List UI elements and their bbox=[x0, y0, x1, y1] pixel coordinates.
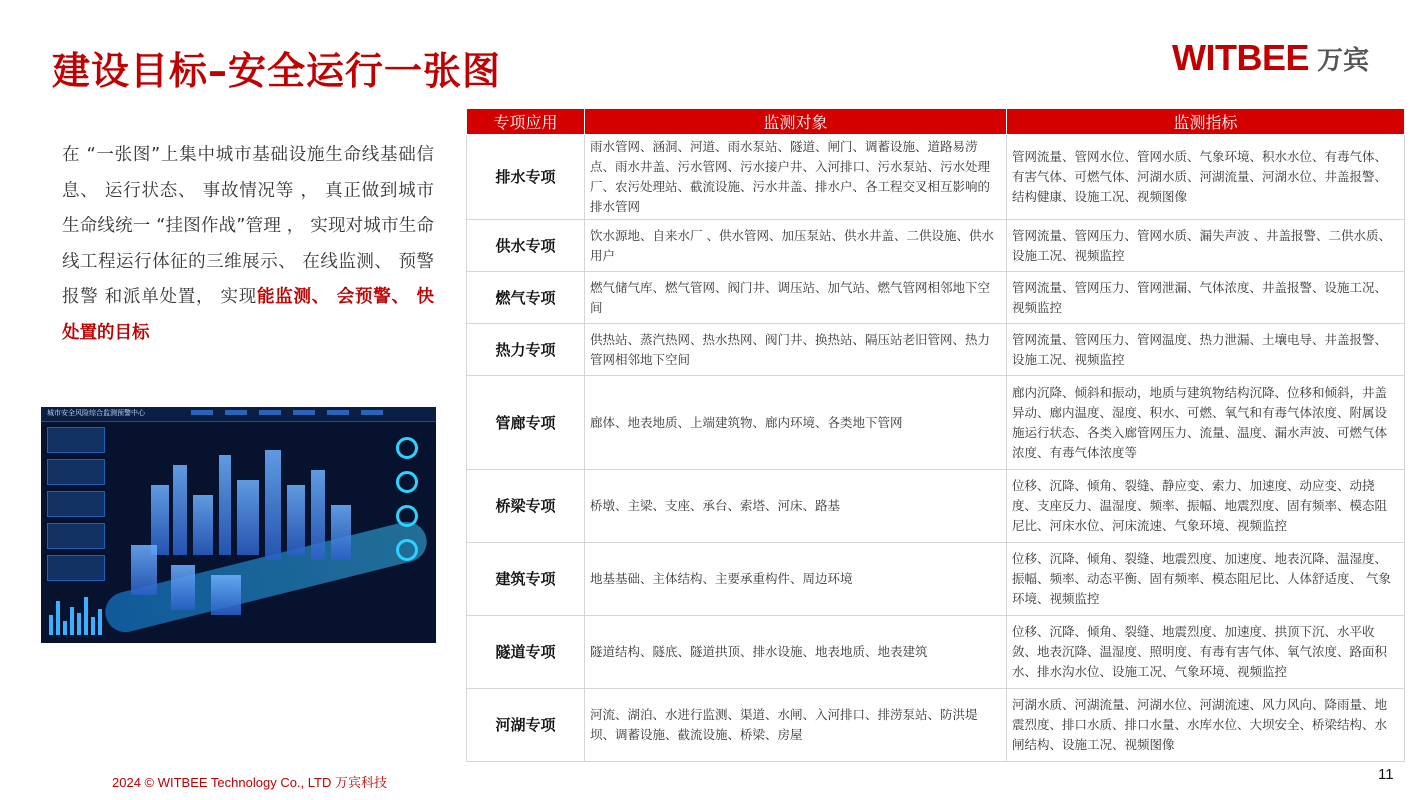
page-title: 建设目标–安全运行一张图 bbox=[52, 49, 502, 93]
row-indicators: 位移、沉降、倾角、裂缝、静应变、索力、加速度、动应变、动挠度、支座反力、温湿度、频率、振幅、地震烈度、固有频率、模态阻尼比、河床水位、河床流速、气象环境、视频监控 bbox=[1007, 470, 1405, 543]
row-objects: 饮水源地、自来水厂 、供水管网、加压泵站、供水井盖、二供设施、供水用户 bbox=[585, 220, 1007, 272]
company-logo bbox=[1172, 38, 1369, 78]
row-indicators: 管网流量、管网水位、管网水质、气象环境、积水水位、有毒气体、有害气体、可燃气体、河湖水质、河湖流量、河湖水位、井盖报警、结构健康、设施工况、视频图像 bbox=[1007, 135, 1405, 220]
dashboard-title: 城市安全风险综合监测预警中心 bbox=[47, 409, 145, 417]
row-name: 河湖专项 bbox=[467, 689, 585, 762]
dashboard-right-gauges bbox=[386, 427, 428, 627]
row-name: 隧道专项 bbox=[467, 616, 585, 689]
row-objects: 河流、湖泊、水进行监测、渠道、水闸、入河排口、排涝泵站、防洪堤坝、调蓄设施、截流设施、桥梁、房屋 bbox=[585, 689, 1007, 762]
header-objects: 监测对象 bbox=[585, 109, 1007, 135]
row-indicators: 管网流量、管网压力、管网水质、漏失声波 、井盖报警、二供水质、设施工况、视频监控 bbox=[1007, 220, 1405, 272]
row-objects: 桥墩、主梁、支座、承台、索塔、河床、路基 bbox=[585, 470, 1007, 543]
row-name: 建筑专项 bbox=[467, 543, 585, 616]
row-indicators: 位移、沉降、倾角、裂缝、地震烈度、加速度、拱顶下沉、水平收敛、地表沉降、温湿度、照明度、有毒有害气体、氧气浓度、路面积水、排水沟水位、设施工况、气象环境、视频监控 bbox=[1007, 616, 1405, 689]
row-name: 管廊专项 bbox=[467, 376, 585, 470]
intro-text: 在 “一张图”上集中城市基础设施生命线基础信息、 运行状态、 事故情况等 ， 真正做到城市生命线统一 “挂图作战”管理 ， 实现对城市生命线工程运行体征的三维展示、 在线监测、 预警报警 和派单处置， 实现 bbox=[62, 145, 434, 307]
row-indicators: 管网流量、管网压力、管网温度、热力泄漏、土壤电导、井盖报警、设施工况、视频监控 bbox=[1007, 324, 1405, 376]
table-row bbox=[467, 689, 1405, 762]
intro-highlight: 能监测、 会预警、 快处置的目标 bbox=[62, 287, 435, 343]
intro-paragraph bbox=[62, 138, 434, 351]
row-indicators: 河湖水质、河湖流量、河湖水位、河湖流速、风力风向、降雨量、地震烈度、排口水质、排口水量、水库水位、大坝安全、桥梁结构、水闸结构、设施工况、视频图像 bbox=[1007, 689, 1405, 762]
table-row bbox=[467, 220, 1405, 272]
dashboard-3d-city bbox=[111, 425, 391, 635]
table-row bbox=[467, 543, 1405, 616]
table-row bbox=[467, 324, 1405, 376]
table-row bbox=[467, 616, 1405, 689]
row-objects: 供热站、蒸汽热网、热水热网、阀门井、换热站、隔压站老旧管网、热力管网相邻地下空间 bbox=[585, 324, 1007, 376]
table-header-row bbox=[467, 109, 1405, 135]
table-row bbox=[467, 470, 1405, 543]
row-name: 桥梁专项 bbox=[467, 470, 585, 543]
row-objects: 燃气储气库、燃气管网、阀门井、调压站、加气站、燃气管网相邻地下空间 bbox=[585, 272, 1007, 324]
row-objects: 隧道结构、隧底、隧道拱顶、排水设施、地表地质、地表建筑 bbox=[585, 616, 1007, 689]
row-name: 供水专项 bbox=[467, 220, 585, 272]
row-objects: 雨水管网、涵洞、河道、雨水泵站、隧道、闸门、调蓄设施、道路易涝点、雨水井盖、污水管网、污水接户井、入河排口、污水泵站、污水处理厂、农污处理站、截流设施、污水井盖、排水户、各工程交叉相互影响的排水管网 bbox=[585, 135, 1007, 220]
row-indicators: 管网流量、管网压力、管网泄漏、气体浓度、井盖报警、设施工况、视频监控 bbox=[1007, 272, 1405, 324]
dashboard-header-bar bbox=[41, 407, 436, 422]
row-name: 燃气专项 bbox=[467, 272, 585, 324]
row-indicators: 位移、沉降、倾角、裂缝、地震烈度、加速度、地表沉降、温湿度、振幅、频率、动态平衡、固有频率、模态阻尼比、人体舒适度、 气象环境、视频监控 bbox=[1007, 543, 1405, 616]
footer-copyright: 2024 © WITBEE Technology Co., LTD 万宾科技 bbox=[112, 775, 387, 790]
header-application: 专项应用 bbox=[467, 109, 585, 135]
monitoring-dashboard-image bbox=[41, 407, 436, 643]
dashboard-bar-chart bbox=[49, 597, 102, 635]
logo-brand: WITBEE bbox=[1172, 37, 1309, 78]
row-name: 排水专项 bbox=[467, 135, 585, 220]
table-row bbox=[467, 272, 1405, 324]
row-name: 热力专项 bbox=[467, 324, 585, 376]
row-objects: 廊体、地表地质、上端建筑物、廊内环境、各类地下管网 bbox=[585, 376, 1007, 470]
logo-cn: 万宾 bbox=[1317, 45, 1370, 76]
header-indicators: 监测指标 bbox=[1007, 109, 1405, 135]
table-row bbox=[467, 135, 1405, 220]
page-number: 11 bbox=[1378, 766, 1394, 783]
monitoring-table bbox=[466, 108, 1405, 762]
row-objects: 地基基础、主体结构、主要承重构件、周边环境 bbox=[585, 543, 1007, 616]
dashboard-tabs bbox=[191, 410, 383, 415]
table-row bbox=[467, 376, 1405, 470]
row-indicators: 廊内沉降、倾斜和振动，地质与建筑物结构沉降、位移和倾斜，井盖异动、廊内温度、湿度、积水、可燃、氧气和有毒气体浓度、附属设施运行状态、各类入廊管网压力、流量、温度、漏水声波、可燃气体浓度、有毒气体浓度等 bbox=[1007, 376, 1405, 470]
